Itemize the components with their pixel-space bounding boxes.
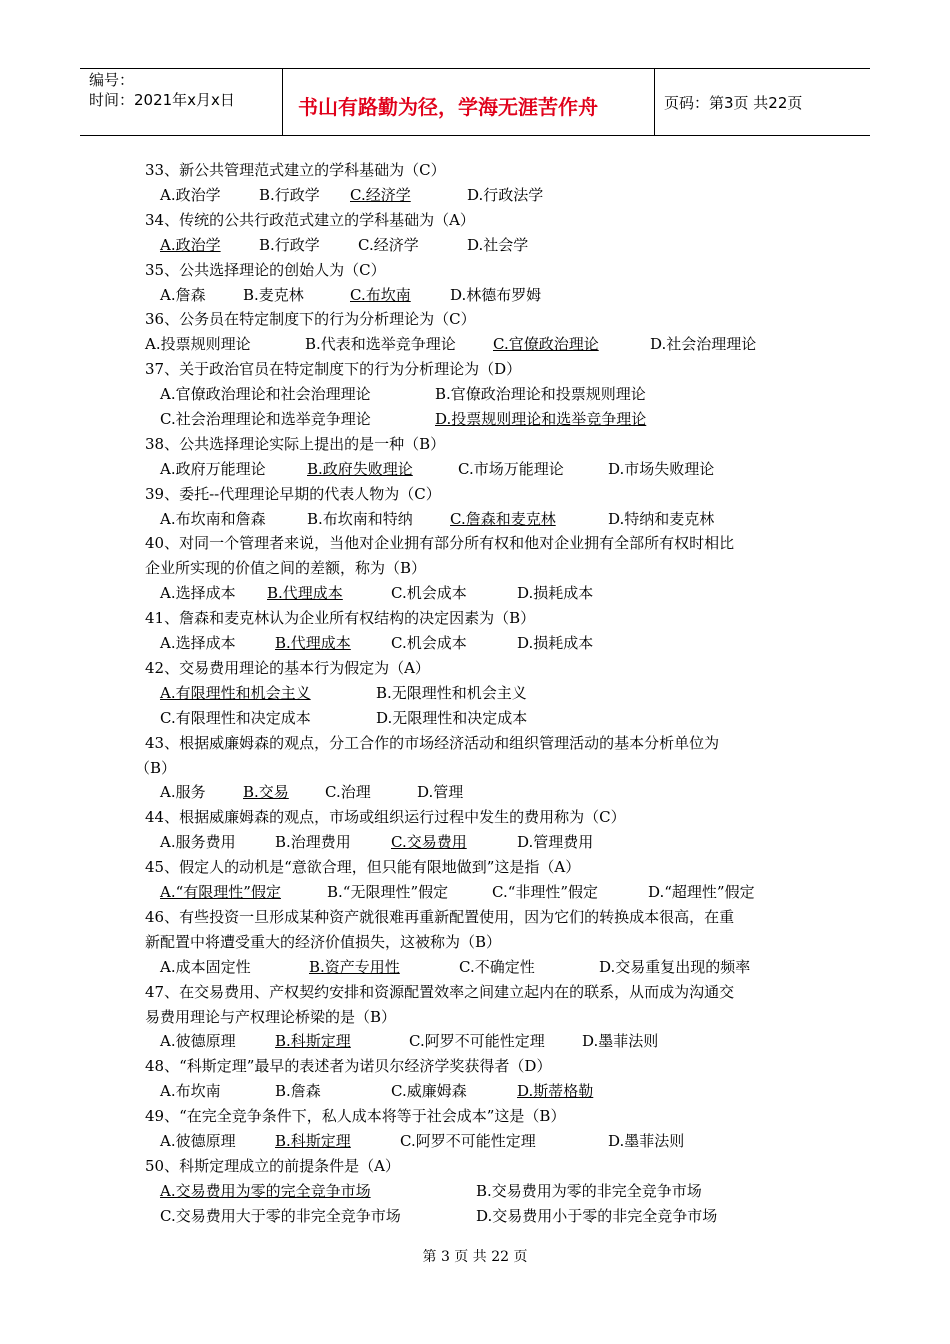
answer-option: C.阿罗不可能性定理 (409, 1032, 545, 1051)
answer-option: C.治理 (325, 783, 371, 802)
correct-answer-option: C.布坎南 (350, 285, 411, 304)
question-stem-continued: 企业所实现的价值之间的差额，称为（B） (145, 559, 427, 578)
answer-option: D.管理费用 (517, 833, 594, 852)
question-stem: 50、科斯定理成立的前提条件是（A） (145, 1156, 400, 1175)
answer-option: C.机会成本 (391, 584, 467, 603)
correct-answer-option: A.有限理性和机会主义 (160, 683, 311, 702)
question-stem: 49、“在完全竞争条件下，私人成本将等于社会成本”这是（B） (145, 1107, 566, 1126)
correct-answer-option: C.官僚政治理论 (493, 335, 599, 354)
question-item (145, 1104, 805, 1154)
answer-option: A.彼德原理 (160, 1132, 236, 1151)
question-stem: 35、公共选择理论的创始人为（C） (145, 260, 386, 279)
question-item (145, 307, 805, 357)
document-date-label: 时间：2021年x月x日 (89, 91, 235, 109)
answer-option: C.有限理性和决定成本 (160, 708, 311, 727)
document-number-label: 编号： (89, 71, 135, 89)
page-number-label: 页码：第3页 共22页 (664, 94, 803, 112)
correct-answer-option: A.“有限理性”假定 (160, 883, 281, 902)
header-top-rule (80, 68, 870, 69)
options-row (145, 1204, 805, 1229)
answer-option: C.经济学 (358, 235, 419, 254)
answer-option: B.行政学 (259, 235, 320, 254)
question-stem: 41、詹森和麦克林认为企业所有权结构的决定因素为（B） (145, 609, 536, 628)
options-row (145, 1179, 805, 1204)
answer-option: A.成本固定性 (160, 957, 251, 976)
answer-option: B.“无限理性”假定 (327, 883, 449, 902)
options-row (145, 955, 805, 980)
options-row (145, 780, 805, 805)
answer-option: A.詹森 (160, 285, 206, 304)
question-stem: 46、有些投资一旦形成某种资产就很难再重新配置使用，因为它们的转换成本很高，在重 (145, 907, 735, 926)
answer-option: C.阿罗不可能性定理 (400, 1132, 536, 1151)
options-row (145, 457, 805, 482)
options-row (145, 382, 805, 407)
question-item (145, 1054, 805, 1104)
answer-option: B.代表和选举竞争理论 (305, 335, 456, 354)
answer-option: A.选择成本 (160, 584, 236, 603)
answer-option: D.管理 (417, 783, 464, 802)
correct-answer-option: B.资产专用性 (309, 957, 400, 976)
question-stem-continued: 新配置中将遭受重大的经济价值损失，这被称为（B） (145, 932, 502, 951)
options-row (145, 507, 805, 532)
answer-option: A.政治学 (160, 185, 221, 204)
answer-option: A.彼德原理 (160, 1032, 236, 1051)
answer-option: B.治理费用 (275, 833, 351, 852)
question-stem: 36、公务员在特定制度下的行为分析理论为（C） (145, 310, 476, 329)
question-stem: 33、新公共管理范式建立的学科基础为（C） (145, 161, 446, 179)
answer-option: A.服务费用 (160, 833, 236, 852)
options-row (145, 332, 805, 357)
answer-option: D.交易费用小于零的非完全竞争市场 (476, 1206, 718, 1225)
correct-answer-option: B.政府失败理论 (307, 459, 413, 478)
answer-option: D.市场失败理论 (608, 459, 715, 478)
answer-option: D.交易重复出现的频率 (599, 957, 751, 976)
header-motto: 书山有路勤为径，学海无涯苦作舟 (298, 95, 598, 119)
answer-option: A.布坎南和詹森 (160, 509, 266, 528)
question-item (145, 905, 805, 980)
options-row (145, 1029, 805, 1054)
header-divider-left (282, 68, 283, 136)
correct-answer-option: B.交易 (243, 783, 289, 802)
question-item (145, 482, 805, 532)
question-stem: 48、“科斯定理”最早的表述者为诺贝尔经济学奖获得者（D） (145, 1057, 552, 1076)
question-list (135, 158, 805, 1229)
answer-option: B.麦克林 (243, 285, 304, 304)
options-row (145, 407, 805, 432)
answer-option: D.无限理性和决定成本 (376, 708, 528, 727)
answer-option: C.社会治理理论和选举竞争理论 (160, 409, 371, 428)
question-item (145, 606, 805, 656)
answer-option: A.官僚政治理论和社会治理理论 (160, 385, 371, 404)
question-stem: 39、委托--代理理论早期的代表人物为（C） (145, 484, 441, 503)
answer-option: D.林德布罗姆 (450, 285, 542, 304)
answer-option: D.墨菲法则 (608, 1132, 685, 1151)
correct-answer-option: A.政治学 (160, 235, 221, 254)
options-row (145, 183, 805, 208)
question-item (135, 731, 805, 806)
question-stem: 38、公共选择理论实际上提出的是一种（B） (145, 434, 446, 453)
answer-option: A.选择成本 (160, 634, 236, 653)
question-stem: 42、交易费用理论的基本行为假定为（A） (145, 658, 430, 677)
answer-option: D.社会治理理论 (650, 335, 757, 354)
question-item (145, 208, 805, 258)
answer-option: B.布坎南和特纳 (307, 509, 413, 528)
question-item (145, 258, 805, 308)
question-item (145, 432, 805, 482)
options-row (145, 283, 805, 308)
options-row (145, 830, 805, 855)
correct-answer-option: A.交易费用为零的完全竞争市场 (160, 1181, 371, 1200)
answer-option: B.无限理性和机会主义 (376, 683, 527, 702)
answer-option: B.行政学 (259, 185, 320, 204)
options-row (145, 233, 805, 258)
options-row (145, 1129, 805, 1154)
options-row (145, 1079, 805, 1104)
correct-answer-option: B.代理成本 (275, 634, 351, 653)
page-footer: 第 3 页 共 22 页 (422, 1249, 528, 1265)
question-item (145, 531, 805, 606)
question-item (145, 980, 805, 1055)
answer-option: C.威廉姆森 (391, 1082, 467, 1101)
answer-option: D.损耗成本 (517, 634, 594, 653)
answer-option: C.机会成本 (391, 634, 467, 653)
question-stem: 44、根据威廉姆森的观点，市场或组织运行过程中发生的费用称为（C） (145, 808, 626, 827)
question-stem: 34、传统的公共行政范式建立的学科基础为（A） (145, 210, 475, 229)
question-stem-continued: （B） (135, 758, 177, 777)
answer-option: C.市场万能理论 (458, 459, 564, 478)
question-item (145, 855, 805, 905)
correct-answer-option: B.代理成本 (267, 584, 343, 603)
question-item (145, 656, 805, 731)
answer-option: B.官僚政治理论和投票规则理论 (435, 385, 646, 404)
header-bottom-rule (80, 135, 870, 136)
correct-answer-option: B.科斯定理 (275, 1132, 351, 1151)
options-row (145, 581, 805, 606)
answer-option: D.“超理性”假定 (648, 883, 755, 902)
question-stem: 40、对同一个管理者来说，当他对企业拥有部分所有权和他对企业拥有全部所有权时相比 (145, 534, 735, 553)
correct-answer-option: D.斯蒂格勒 (517, 1082, 594, 1101)
question-item (145, 1154, 805, 1229)
answer-option: D.损耗成本 (517, 584, 594, 603)
question-stem: 37、关于政治官员在特定制度下的行为分析理论为（D） (145, 360, 522, 379)
options-row (145, 880, 805, 905)
answer-option: A.布坎南 (160, 1082, 221, 1101)
question-item (145, 357, 805, 432)
correct-answer-option: C.交易费用 (391, 833, 467, 852)
correct-answer-option: C.詹森和麦克林 (450, 509, 556, 528)
answer-option: A.政府万能理论 (160, 459, 266, 478)
answer-option: C.交易费用大于零的非完全竞争市场 (160, 1206, 401, 1225)
answer-option: C.“非理性”假定 (492, 883, 599, 902)
options-row (145, 681, 805, 706)
answer-option: B.交易费用为零的非完全竞争市场 (476, 1181, 702, 1200)
options-row (145, 706, 805, 731)
options-row (145, 631, 805, 656)
question-item (145, 805, 805, 855)
header-divider-right (654, 68, 655, 136)
question-stem: 45、假定人的动机是“意欲合理，但只能有限地做到”这是指（A） (145, 858, 581, 877)
question-stem: 43、根据威廉姆森的观点，分工合作的市场经济活动和组织管理活动的基本分析单位为 (145, 733, 720, 752)
answer-option: D.社会学 (467, 235, 529, 254)
question-stem: 47、在交易费用、产权契约安排和资源配置效率之间建立起内在的联系，从而成为沟通交 (145, 982, 735, 1001)
answer-option: A.服务 (160, 783, 206, 802)
answer-option: D.墨菲法则 (582, 1032, 659, 1051)
correct-answer-option: D.投票规则理论和选举竞争理论 (435, 409, 647, 428)
correct-answer-option: C.经济学 (350, 185, 411, 204)
question-stem-continued: 易费用理论与产权理论桥梁的是（B） (145, 1007, 397, 1026)
answer-option: C.不确定性 (459, 957, 535, 976)
answer-option: B.詹森 (275, 1082, 321, 1101)
correct-answer-option: B.科斯定理 (275, 1032, 351, 1051)
answer-option: A.投票规则理论 (145, 335, 251, 354)
question-item (145, 158, 805, 208)
answer-option: D.行政法学 (467, 185, 544, 204)
answer-option: D.特纳和麦克林 (608, 509, 715, 528)
